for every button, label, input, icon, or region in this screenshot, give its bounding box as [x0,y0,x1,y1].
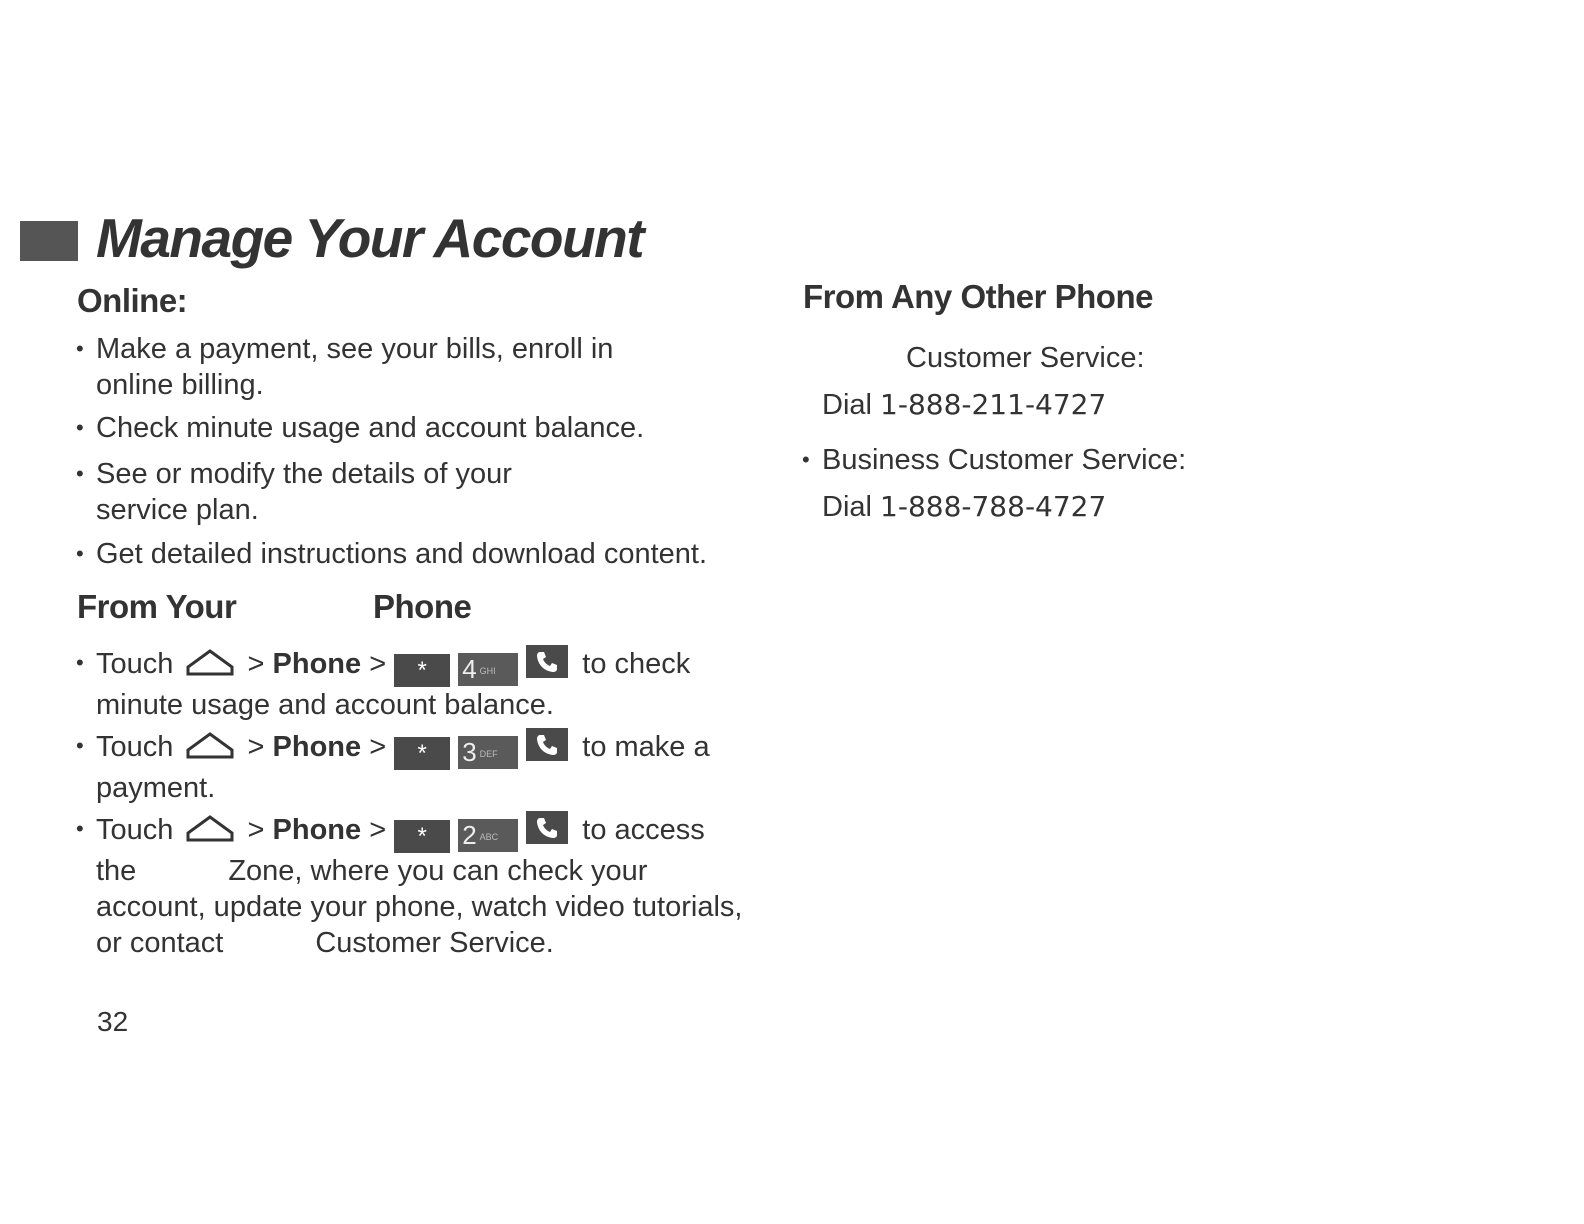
key-2-icon [458,819,518,852]
online-bullet-1-line2: online billing. [96,369,264,401]
phone-item-3-line3: account, update your phone, watch video tutorials, [96,891,743,923]
phone-label: Phone [272,648,362,680]
phone-item-3-line4 [96,925,742,961]
phone-item-1-line2: minute usage and account balance. [96,689,554,721]
phone-item-2-line2: payment. [96,772,216,804]
other-phone-item-1-dial [822,387,1106,423]
phone-item-3-line2b: Zone, where you can check your [228,855,648,887]
online-bullet-4-line1: Get detailed instructions and download content. [96,538,708,570]
business-customer-service-label: Business Customer Service: [822,444,1187,476]
other-phone-item-1-label: Customer Service: [906,342,1145,374]
key-3-icon [458,736,518,769]
home-icon [185,647,235,677]
key-letters: ABC [479,832,499,842]
touch-label: Touch [96,814,174,846]
dial-word: Dial [822,389,872,421]
phone-item-3-line2 [96,853,742,889]
phone-item-2-text: to make a [582,731,710,763]
phone-item-3-line2a: the [96,855,137,887]
phone-item-3-text: to access [582,814,705,846]
touch-label: Touch [96,731,174,763]
star-key-icon: * [394,820,450,853]
other-phone-heading: From Any Other Phone [803,278,1153,315]
separator: > [247,731,265,763]
phone-label: Phone [272,731,362,763]
page-number: 32 [97,1006,129,1037]
dial-word: Dial [822,491,872,523]
separator: > [369,648,387,680]
phone-label: Phone [272,814,362,846]
separator: > [369,814,387,846]
from-your-phone-heading-part2: Phone [373,588,472,625]
key-digit: 4 [462,654,477,684]
page-title: Manage Your Account [96,207,644,269]
call-key-icon [526,811,568,844]
star-key-icon: * [394,737,450,770]
call-key-icon [526,645,568,678]
separator: > [247,648,265,680]
phone-item-2: • Touch > Phone > * 3 DEF to make a payment. [96,728,710,806]
online-bullet-2: • Check minute usage and account balance. [76,412,645,444]
home-icon [185,813,235,843]
title-square-icon [20,221,78,261]
phone-number-1: 1-888-211-4727 [880,388,1107,421]
phone-item-3: • Touch > Phone > * 2 ABC to access the Zone, where you can check your account, update your phone, watch video tutorials, or contact Customer Service. [96,811,742,961]
phone-number-2: 1-888-788-4727 [880,490,1107,523]
from-your-phone-heading-part1: From Your [77,588,237,625]
online-heading: Online: [77,282,188,319]
call-key-icon [526,728,568,761]
key-digit: 2 [462,820,477,850]
key-4-icon [458,653,518,686]
touch-label: Touch [96,648,174,680]
phone-item-3-line4b: Customer Service. [315,927,554,959]
other-phone-item-2-label: • Business Customer Service: [802,444,1187,476]
key-digit: 3 [462,737,477,767]
online-bullet-4: • Get detailed instructions and download content. [76,538,708,570]
online-bullet-3: • See or modify the details of your service plan. [76,458,512,526]
online-bullet-2-line1: Check minute usage and account balance. [96,412,645,444]
online-bullet-1: • Make a payment, see your bills, enroll in online billing. [76,333,614,401]
separator: > [369,731,387,763]
title-block [20,208,643,268]
key-letters: GHI [479,666,496,676]
phone-item-1: • Touch > Phone > * 4 GHI to check minute usage and account balance. [96,645,690,723]
online-bullet-3-line1: See or modify the details of your [96,458,512,490]
home-icon [185,730,235,760]
separator: > [247,814,265,846]
phone-item-1-text: to check [582,648,691,680]
key-letters: DEF [479,749,498,759]
online-bullet-3-line2: service plan. [96,494,259,526]
online-bullet-1-line1: Make a payment, see your bills, enroll in [96,333,614,365]
other-phone-item-2-dial [822,489,1106,525]
phone-item-3-line4a: or contact [96,927,224,959]
star-key-icon: * [394,654,450,687]
